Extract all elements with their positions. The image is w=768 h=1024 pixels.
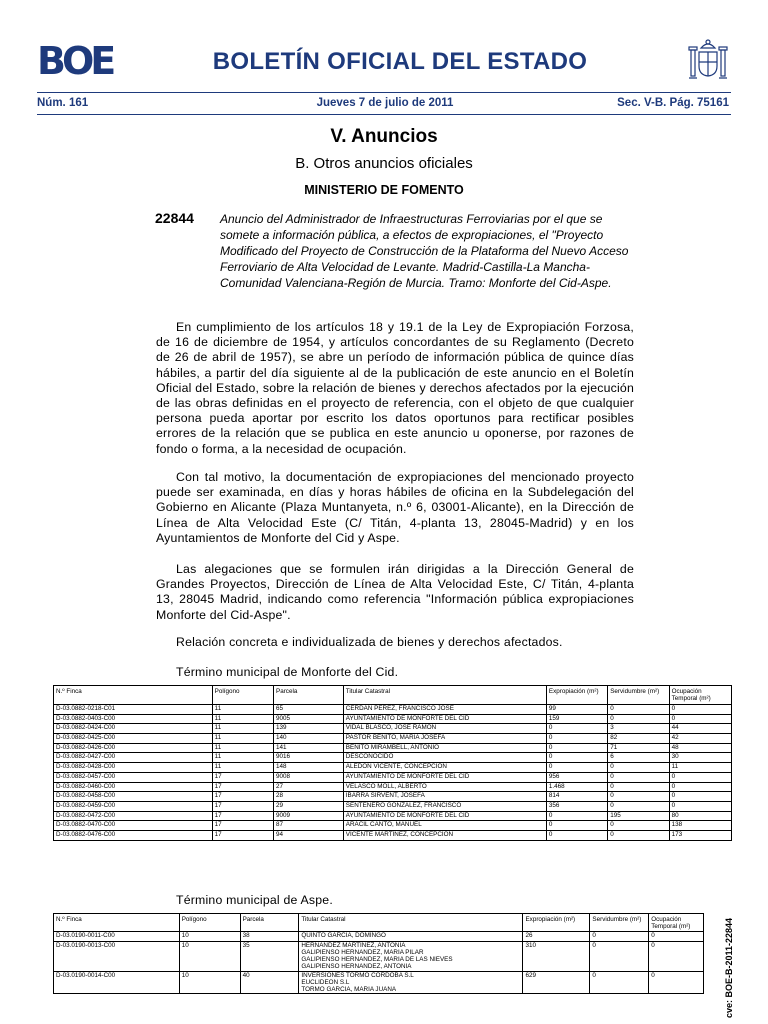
table-row	[54, 772, 732, 782]
column-header: Polígono	[179, 914, 240, 932]
table-cell: D-03.0882-0472-C00	[54, 811, 213, 821]
table-cell: 139	[274, 724, 344, 734]
table-cell: 0	[590, 941, 649, 971]
table-cell: 10	[179, 932, 240, 942]
table-cell: 0	[608, 801, 669, 811]
column-header: Polígono	[212, 686, 273, 705]
boe-logo-text: BOE	[37, 39, 113, 83]
table-cell: D-03.0882-0427-C00	[54, 753, 213, 763]
table-cell: 11	[212, 714, 273, 724]
table-cell: AYUNTAMIENTO DE MONFORTE DEL CID	[343, 714, 546, 724]
table-cell: 48	[669, 743, 731, 753]
column-header: Parcela	[240, 914, 299, 932]
table-cell: D-03.0882-0470-C00	[54, 821, 213, 831]
table-cell: 0	[546, 743, 607, 753]
paragraph-text: En cumplimiento de los artículos 18 y 19.1 de la Ley de Expropiación Forzosa, de 16 de diciembre de 1954, y artículos concordantes de su Reglamento (Decreto de 26 de abril de 1957), se abre un período de información pública de quince días hábiles, a partir del día siguiente al de la publicación de este anuncio en el Boletín Oficial del Estado, sobre la relación de bienes y derechos afectados por la ejecución de las obras definidas en el proyecto de referencia, con el objeto de que cualquier persona pueda aportar por escrito los datos oportunos para rectificar posibles errores de la relación que se publica en este anuncio u oponerse, por razones de fondo o forma, a la necesidad de ocupación.	[156, 320, 634, 456]
table-header-row	[54, 914, 704, 932]
table-cell: VICENTE MARTINEZ, CONCEPCION	[343, 830, 546, 840]
table-cell: D-03.0882-0426-C00	[54, 743, 213, 753]
table-cell: 0	[669, 705, 731, 715]
table-cell: 159	[546, 714, 607, 724]
column-header: Ocupación Temporal (m²)	[669, 686, 731, 705]
table-cell: 195	[608, 811, 669, 821]
table-cell: 99	[546, 705, 607, 715]
issue-number: Núm. 161	[37, 97, 89, 109]
page-title: BOLETÍN OFICIAL DEL ESTADO	[212, 48, 588, 75]
table-cell: HERNANDEZ MARTINEZ, ANTONIA GALIPIENSO HERNANDEZ, MARIA PILAR GALIPIENSO HERNANDEZ, MARIA DE LAS NIEVES GALIPIENSO HERNANDEZ, ANTONIA	[299, 941, 523, 971]
table-cell: 0	[546, 811, 607, 821]
table-cell: 40	[240, 971, 299, 994]
table-cell: 0	[649, 941, 704, 971]
table-cell: 0	[608, 782, 669, 792]
issue-date: Jueves 7 de julio de 2011	[316, 97, 454, 109]
table-cell: 141	[274, 743, 344, 753]
section-page: Sec. V-B. Pág. 75161	[617, 97, 729, 109]
table-cell: 0	[590, 971, 649, 994]
table-cell: SENTENERO GONZALEZ, FRANCISCO	[343, 801, 546, 811]
table-cell: 0	[669, 772, 731, 782]
table-cell: 0	[546, 753, 607, 763]
table-cell: 17	[212, 821, 273, 831]
table-cell: D-03.0882-0459-C00	[54, 801, 213, 811]
expropriation-table-monforte	[53, 685, 732, 841]
table-cell: 87	[274, 821, 344, 831]
table-cell: D-03.0882-0424-C00	[54, 724, 213, 734]
table-cell: 9016	[274, 753, 344, 763]
municipality-heading-monforte: Término municipal de Monforte del Cid.	[176, 665, 399, 679]
table-row	[54, 724, 732, 734]
table-cell: 11	[669, 763, 731, 773]
table-row	[54, 792, 732, 802]
cve-identifier: cve: BOE-B-2011-22844	[724, 917, 734, 1018]
table-cell: BENITO MIRAMBELL, ANTONIO	[343, 743, 546, 753]
column-header: Parcela	[274, 686, 344, 705]
table-cell: 138	[669, 821, 731, 831]
table-cell: 65	[274, 705, 344, 715]
table-cell: 0	[669, 782, 731, 792]
table-cell: 17	[212, 782, 273, 792]
column-header: Titular Catastral	[299, 914, 523, 932]
table-cell: 0	[608, 821, 669, 831]
table-row	[54, 811, 732, 821]
table-row	[54, 830, 732, 840]
table-row	[54, 821, 732, 831]
table-cell: 6	[608, 753, 669, 763]
paragraph-text: Con tal motivo, la documentación de expropiaciones del mencionado proyecto puede ser examinada, en días y horas hábiles de oficina en la Subdelegación del Gobierno en Alicante (Plaza Muntanyeta, n.º 6, 03001-Alicante), en la Dirección de Línea de Alta Velocidad Este (C/ Titán, 4-planta 13, 28045-Madrid) y en los Ayuntamientos de Monforte del Cid y Aspe.	[156, 470, 634, 545]
table-cell: 17	[212, 801, 273, 811]
ministry-heading: MINISTERIO DE FOMENTO	[304, 183, 464, 197]
table-cell: ARACIL CANTO, MANUEL	[343, 821, 546, 831]
table-cell: 11	[212, 763, 273, 773]
table-header-row	[54, 686, 732, 705]
table-cell: 0	[649, 971, 704, 994]
table-cell: 9009	[274, 811, 344, 821]
table-cell: 27	[274, 782, 344, 792]
table-cell: 0	[608, 714, 669, 724]
table-cell: 0	[546, 734, 607, 744]
table-cell: D-03.0882-0457-C00	[54, 772, 213, 782]
table-cell: 0	[608, 763, 669, 773]
table-cell: 3	[608, 724, 669, 734]
table-row	[54, 801, 732, 811]
table-cell: 10	[179, 971, 240, 994]
table-cell: D-03.0190-0013-C00	[54, 941, 180, 971]
table-cell: INVERSIONES TORMO CORDOBA S.L EUCLIDEON S.L TORMO GARCIA, MARIA JUANA	[299, 971, 523, 994]
table-cell: D-03.0882-0218-C01	[54, 705, 213, 715]
table-cell: VIDAL BLASCO, JOSE RAMON	[343, 724, 546, 734]
paragraph-text: Las alegaciones que se formulen irán dirigidas a la Dirección General de Grandes Proyectos, Dirección de Línea de Alta Velocidad Este, C/ Titán, 4-planta 13, 28045 Madrid, indicando como referencia "Información pública expropiaciones Monforte del Cid-Aspe".	[156, 562, 634, 622]
table-cell: 0	[608, 792, 669, 802]
table-cell: D-03.0882-0476-C00	[54, 830, 213, 840]
table-cell: 0	[546, 763, 607, 773]
paragraph-text: Relación concreta e individualizada de bienes y derechos afectados.	[176, 635, 563, 649]
column-header: N.º Finca	[54, 914, 180, 932]
table-cell: AYUNTAMIENTO DE MONFORTE DEL CID	[343, 772, 546, 782]
table-cell: 11	[212, 705, 273, 715]
table-cell: 310	[523, 941, 590, 971]
subsection-heading: B. Otros anuncios oficiales	[295, 155, 473, 172]
table-row	[54, 743, 732, 753]
municipality-heading-aspe: Término municipal de Aspe.	[176, 893, 333, 907]
table-cell: QUINTO GARCIA, DOMINGO	[299, 932, 523, 942]
table-cell: 42	[669, 734, 731, 744]
table-cell: PASTOR BENITO, MARIA JOSEFA	[343, 734, 546, 744]
table-cell: 148	[274, 763, 344, 773]
table-cell: IBARRA SIRVENT, JOSEFA	[343, 792, 546, 802]
column-header: Expropiación (m²)	[523, 914, 590, 932]
table-cell: 0	[669, 792, 731, 802]
table-cell: 0	[590, 932, 649, 942]
table-cell: 17	[212, 772, 273, 782]
table-cell: D-03.0882-0458-C00	[54, 792, 213, 802]
table-cell: 9005	[274, 714, 344, 724]
table-cell: 0	[608, 772, 669, 782]
table-cell: 44	[669, 724, 731, 734]
table-cell: 29	[274, 801, 344, 811]
table-cell: AYUNTAMIENTO DE MONFORTE DEL CID	[343, 811, 546, 821]
table-cell: 10	[179, 941, 240, 971]
paragraph	[156, 470, 634, 546]
table-cell: 1.468	[546, 782, 607, 792]
table-cell: 11	[212, 724, 273, 734]
paragraph	[156, 320, 634, 457]
table-cell: 38	[240, 932, 299, 942]
boe-logo	[37, 39, 117, 83]
table-cell: 173	[669, 830, 731, 840]
table-cell: VELASCO MOLL, ALBERTO	[343, 782, 546, 792]
table-cell: 11	[212, 743, 273, 753]
table-cell: D-03.0190-0014-C00	[54, 971, 180, 994]
expropriation-table-aspe	[53, 913, 704, 994]
table-cell: 9008	[274, 772, 344, 782]
table-cell: 17	[212, 830, 273, 840]
table-row	[54, 753, 732, 763]
column-header: Ocupación Temporal (m²)	[649, 914, 704, 932]
meta-rule	[37, 114, 731, 115]
section-heading: V. Anuncios	[330, 126, 438, 147]
table-cell: 0	[608, 830, 669, 840]
table-cell: 28	[274, 792, 344, 802]
column-header: Servidumbre (m²)	[608, 686, 669, 705]
table-cell: 26	[523, 932, 590, 942]
column-header: Expropiación (m²)	[546, 686, 607, 705]
table-cell: 0	[608, 705, 669, 715]
table-row	[54, 932, 704, 942]
table-row	[54, 705, 732, 715]
coat-of-arms-icon	[686, 38, 730, 82]
table-cell: 0	[546, 830, 607, 840]
table-cell: 0	[546, 724, 607, 734]
table-row	[54, 782, 732, 792]
column-header: Servidumbre (m²)	[590, 914, 649, 932]
table-cell: D-03.0882-0428-C00	[54, 763, 213, 773]
table-row	[54, 941, 704, 971]
table-cell: 80	[669, 811, 731, 821]
table-cell: DESCONOCIDO	[343, 753, 546, 763]
table-row	[54, 734, 732, 744]
header-rule	[37, 92, 731, 93]
table-cell: 0	[649, 932, 704, 942]
table-cell: 17	[212, 792, 273, 802]
table-cell: D-03.0882-0403-C00	[54, 714, 213, 724]
table-cell: 30	[669, 753, 731, 763]
table-cell: 82	[608, 734, 669, 744]
table-cell: 71	[608, 743, 669, 753]
column-header: N.º Finca	[54, 686, 213, 705]
table-cell: 11	[212, 753, 273, 763]
table-cell: 17	[212, 811, 273, 821]
announcement-number: 22844	[155, 210, 194, 226]
column-header: Titular Catastral	[343, 686, 546, 705]
table-row	[54, 714, 732, 724]
table-cell: 35	[240, 941, 299, 971]
table-cell: 0	[669, 714, 731, 724]
table-cell: 94	[274, 830, 344, 840]
announcement-summary: Anuncio del Administrador de Infraestructuras Ferroviarias por el que se somete a información pública, a efectos de expropiaciones, el "Proyecto Modificado del Proyecto de Construcción de la Plataforma del Nuevo Acceso Ferroviario de Alta Velocidad de Levante. Madrid-Castilla-La Mancha-Comunidad Valenciana-Región de Murcia. Tramo: Monforte del Cid-Aspe.	[220, 212, 629, 290]
table-cell: 140	[274, 734, 344, 744]
table-cell: 0	[669, 801, 731, 811]
paragraph	[156, 562, 634, 623]
table-cell: D-03.0190-0011-C00	[54, 932, 180, 942]
table-cell: CERDAN PEREZ, FRANCISCO JOSE	[343, 705, 546, 715]
table-cell: ALEDON VICENTE, CONCEPCION	[343, 763, 546, 773]
table-row	[54, 763, 732, 773]
table-cell: 0	[546, 821, 607, 831]
table-cell: D-03.0882-0425-C00	[54, 734, 213, 744]
paragraph	[156, 635, 634, 650]
table-row	[54, 971, 704, 994]
table-cell: D-03.0882-0460-C00	[54, 782, 213, 792]
table-cell: 356	[546, 801, 607, 811]
table-cell: 956	[546, 772, 607, 782]
table-cell: 11	[212, 734, 273, 744]
table-cell: 629	[523, 971, 590, 994]
table-cell: 814	[546, 792, 607, 802]
